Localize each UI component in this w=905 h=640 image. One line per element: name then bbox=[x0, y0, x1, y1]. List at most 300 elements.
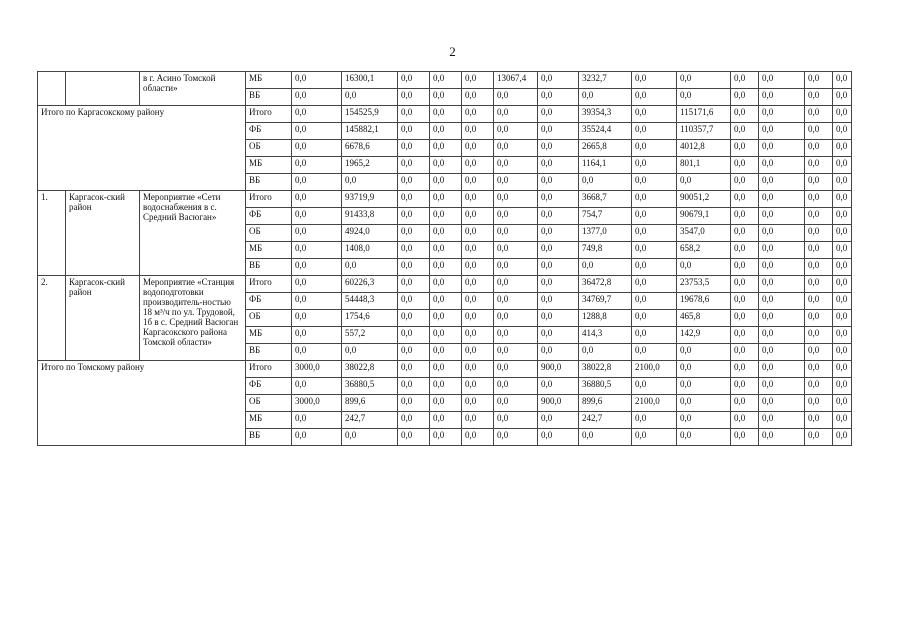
value-cell: 0,0 bbox=[430, 361, 462, 378]
value-cell: 0,0 bbox=[538, 140, 579, 157]
value-cell: 0,0 bbox=[833, 191, 852, 208]
value-cell: 0,0 bbox=[462, 208, 494, 225]
value-cell: 0,0 bbox=[632, 429, 677, 446]
funding-source: ФБ bbox=[246, 378, 292, 395]
funding-source: Итого bbox=[246, 106, 292, 123]
value-cell: 0,0 bbox=[632, 174, 677, 191]
value-cell: 0,0 bbox=[805, 123, 833, 140]
value-cell: 0,0 bbox=[805, 310, 833, 327]
value-cell: 0,0 bbox=[398, 259, 430, 276]
value-cell: 0,0 bbox=[462, 72, 494, 89]
measure-cell: Мероприятие «Станция водоподготовки производитель-ностью 18 м³/ч по ул. Трудовой, 1б в с. Средний Васюган Каргасокского района Томской области» bbox=[140, 276, 246, 361]
funding-source: Итого bbox=[246, 361, 292, 378]
value-cell: 3547,0 bbox=[677, 225, 731, 242]
value-cell: 0,0 bbox=[632, 106, 677, 123]
value-cell: 0,0 bbox=[494, 395, 538, 412]
value-cell: 0,0 bbox=[538, 89, 579, 106]
value-cell: 0,0 bbox=[430, 242, 462, 259]
value-cell: 0,0 bbox=[430, 208, 462, 225]
value-cell: 0,0 bbox=[731, 378, 759, 395]
value-cell: 0,0 bbox=[538, 123, 579, 140]
value-cell: 0,0 bbox=[632, 327, 677, 344]
value-cell: 0,0 bbox=[430, 395, 462, 412]
value-cell: 0,0 bbox=[579, 429, 632, 446]
value-cell: 90679,1 bbox=[677, 208, 731, 225]
table-row bbox=[38, 72, 852, 89]
value-cell: 38022,8 bbox=[342, 361, 398, 378]
value-cell: 0,0 bbox=[805, 327, 833, 344]
value-cell: 0,0 bbox=[833, 344, 852, 361]
value-cell: 1965,2 bbox=[342, 157, 398, 174]
group-total-label: Итого по Каргасокскому району bbox=[38, 106, 246, 191]
funding-source: ВБ bbox=[246, 174, 292, 191]
value-cell: 0,0 bbox=[292, 225, 342, 242]
value-cell: 0,0 bbox=[398, 225, 430, 242]
value-cell: 0,0 bbox=[805, 72, 833, 89]
value-cell: 0,0 bbox=[494, 208, 538, 225]
page-number: 2 bbox=[449, 44, 456, 59]
table-row bbox=[38, 106, 852, 123]
value-cell: 0,0 bbox=[833, 310, 852, 327]
funding-source: ВБ bbox=[246, 89, 292, 106]
value-cell: 0,0 bbox=[632, 293, 677, 310]
value-cell: 0,0 bbox=[805, 208, 833, 225]
value-cell: 0,0 bbox=[494, 259, 538, 276]
value-cell: 0,0 bbox=[759, 89, 805, 106]
funding-source: МБ bbox=[246, 327, 292, 344]
value-cell: 2100,0 bbox=[632, 395, 677, 412]
value-cell: 0,0 bbox=[430, 123, 462, 140]
measure-cell: Мероприятие «Сети водоснабжения в с. Средний Васюган» bbox=[140, 191, 246, 276]
value-cell: 0,0 bbox=[805, 293, 833, 310]
table-row bbox=[38, 191, 852, 208]
value-cell: 0,0 bbox=[805, 429, 833, 446]
value-cell: 0,0 bbox=[398, 123, 430, 140]
value-cell: 0,0 bbox=[398, 293, 430, 310]
value-cell: 90051,2 bbox=[677, 191, 731, 208]
value-cell: 658,2 bbox=[677, 242, 731, 259]
value-cell: 0,0 bbox=[833, 157, 852, 174]
value-cell: 0,0 bbox=[677, 344, 731, 361]
value-cell: 0,0 bbox=[759, 327, 805, 344]
value-cell: 0,0 bbox=[677, 72, 731, 89]
value-cell: 0,0 bbox=[677, 361, 731, 378]
value-cell: 0,0 bbox=[462, 344, 494, 361]
value-cell: 0,0 bbox=[833, 72, 852, 89]
value-cell: 0,0 bbox=[833, 276, 852, 293]
value-cell: 0,0 bbox=[731, 106, 759, 123]
value-cell: 0,0 bbox=[462, 191, 494, 208]
value-cell: 0,0 bbox=[430, 72, 462, 89]
value-cell: 0,0 bbox=[805, 106, 833, 123]
value-cell: 0,0 bbox=[494, 429, 538, 446]
value-cell: 36472,8 bbox=[579, 276, 632, 293]
value-cell: 0,0 bbox=[462, 259, 494, 276]
value-cell: 0,0 bbox=[759, 106, 805, 123]
value-cell: 0,0 bbox=[462, 242, 494, 259]
value-cell: 0,0 bbox=[494, 361, 538, 378]
item-number bbox=[38, 72, 66, 106]
value-cell: 0,0 bbox=[632, 378, 677, 395]
value-cell: 0,0 bbox=[731, 140, 759, 157]
value-cell: 0,0 bbox=[430, 344, 462, 361]
value-cell: 0,0 bbox=[292, 106, 342, 123]
value-cell: 0,0 bbox=[805, 191, 833, 208]
value-cell: 0,0 bbox=[538, 293, 579, 310]
value-cell: 0,0 bbox=[632, 242, 677, 259]
value-cell: 0,0 bbox=[398, 361, 430, 378]
value-cell: 0,0 bbox=[430, 259, 462, 276]
value-cell: 0,0 bbox=[398, 310, 430, 327]
value-cell: 0,0 bbox=[398, 242, 430, 259]
value-cell: 0,0 bbox=[538, 259, 579, 276]
measure-cell: в г. Асино Томской области» bbox=[140, 72, 246, 106]
value-cell: 0,0 bbox=[731, 89, 759, 106]
value-cell: 0,0 bbox=[731, 395, 759, 412]
value-cell: 0,0 bbox=[398, 191, 430, 208]
value-cell: 0,0 bbox=[494, 327, 538, 344]
value-cell: 0,0 bbox=[462, 361, 494, 378]
value-cell: 0,0 bbox=[632, 276, 677, 293]
value-cell: 0,0 bbox=[632, 191, 677, 208]
value-cell: 0,0 bbox=[632, 259, 677, 276]
value-cell: 13067,4 bbox=[494, 72, 538, 89]
value-cell: 0,0 bbox=[759, 191, 805, 208]
value-cell: 0,0 bbox=[759, 140, 805, 157]
value-cell: 0,0 bbox=[462, 293, 494, 310]
value-cell: 0,0 bbox=[462, 378, 494, 395]
value-cell: 0,0 bbox=[759, 361, 805, 378]
value-cell: 749,8 bbox=[579, 242, 632, 259]
value-cell: 242,7 bbox=[342, 412, 398, 429]
value-cell: 4012,8 bbox=[677, 140, 731, 157]
value-cell: 36880,5 bbox=[579, 378, 632, 395]
value-cell: 3000,0 bbox=[292, 361, 342, 378]
value-cell: 34769,7 bbox=[579, 293, 632, 310]
value-cell: 0,0 bbox=[538, 157, 579, 174]
value-cell: 242,7 bbox=[579, 412, 632, 429]
value-cell: 0,0 bbox=[833, 174, 852, 191]
value-cell: 0,0 bbox=[462, 395, 494, 412]
value-cell: 0,0 bbox=[342, 429, 398, 446]
value-cell: 1164,1 bbox=[579, 157, 632, 174]
value-cell: 0,0 bbox=[292, 327, 342, 344]
value-cell: 0,0 bbox=[538, 378, 579, 395]
value-cell: 93719,9 bbox=[342, 191, 398, 208]
value-cell: 0,0 bbox=[759, 123, 805, 140]
value-cell: 0,0 bbox=[731, 327, 759, 344]
value-cell: 0,0 bbox=[731, 276, 759, 293]
value-cell: 0,0 bbox=[731, 429, 759, 446]
value-cell: 899,6 bbox=[342, 395, 398, 412]
value-cell: 0,0 bbox=[538, 174, 579, 191]
value-cell: 0,0 bbox=[494, 344, 538, 361]
value-cell: 0,0 bbox=[632, 157, 677, 174]
value-cell: 0,0 bbox=[462, 140, 494, 157]
group-total-label: Итого по Томскому району bbox=[38, 361, 246, 446]
value-cell: 0,0 bbox=[833, 361, 852, 378]
value-cell: 4924,0 bbox=[342, 225, 398, 242]
value-cell: 35524,4 bbox=[579, 123, 632, 140]
value-cell: 0,0 bbox=[805, 89, 833, 106]
value-cell: 0,0 bbox=[342, 174, 398, 191]
value-cell: 0,0 bbox=[430, 157, 462, 174]
value-cell: 0,0 bbox=[342, 259, 398, 276]
value-cell: 0,0 bbox=[759, 72, 805, 89]
value-cell: 54448,3 bbox=[342, 293, 398, 310]
value-cell: 0,0 bbox=[759, 429, 805, 446]
value-cell: 801,1 bbox=[677, 157, 731, 174]
value-cell: 0,0 bbox=[398, 106, 430, 123]
value-cell: 0,0 bbox=[805, 344, 833, 361]
value-cell: 0,0 bbox=[579, 259, 632, 276]
value-cell: 0,0 bbox=[833, 327, 852, 344]
funding-source: ОБ bbox=[246, 310, 292, 327]
value-cell: 0,0 bbox=[494, 89, 538, 106]
value-cell: 0,0 bbox=[462, 327, 494, 344]
value-cell: 0,0 bbox=[292, 157, 342, 174]
value-cell: 0,0 bbox=[538, 106, 579, 123]
value-cell: 0,0 bbox=[538, 225, 579, 242]
value-cell: 0,0 bbox=[462, 225, 494, 242]
value-cell: 0,0 bbox=[462, 276, 494, 293]
value-cell: 0,0 bbox=[292, 412, 342, 429]
value-cell: 2665,8 bbox=[579, 140, 632, 157]
value-cell: 0,0 bbox=[759, 208, 805, 225]
funding-table bbox=[37, 71, 852, 446]
value-cell: 0,0 bbox=[759, 310, 805, 327]
value-cell: 0,0 bbox=[731, 72, 759, 89]
value-cell: 0,0 bbox=[342, 344, 398, 361]
funding-source: Итого bbox=[246, 191, 292, 208]
value-cell: 0,0 bbox=[292, 310, 342, 327]
value-cell: 0,0 bbox=[462, 106, 494, 123]
value-cell: 0,0 bbox=[805, 395, 833, 412]
value-cell: 0,0 bbox=[833, 123, 852, 140]
item-number: 1. bbox=[38, 191, 66, 276]
value-cell: 0,0 bbox=[833, 225, 852, 242]
value-cell: 0,0 bbox=[805, 242, 833, 259]
value-cell: 0,0 bbox=[731, 225, 759, 242]
value-cell: 0,0 bbox=[833, 106, 852, 123]
table-row bbox=[38, 361, 852, 378]
value-cell: 0,0 bbox=[538, 429, 579, 446]
funding-source: ВБ bbox=[246, 259, 292, 276]
value-cell: 0,0 bbox=[430, 378, 462, 395]
value-cell: 900,0 bbox=[538, 361, 579, 378]
funding-source: ОБ bbox=[246, 225, 292, 242]
value-cell: 0,0 bbox=[632, 72, 677, 89]
funding-source: ФБ bbox=[246, 208, 292, 225]
value-cell: 0,0 bbox=[292, 191, 342, 208]
value-cell: 414,3 bbox=[579, 327, 632, 344]
value-cell: 0,0 bbox=[292, 208, 342, 225]
value-cell: 0,0 bbox=[538, 412, 579, 429]
value-cell: 0,0 bbox=[833, 89, 852, 106]
value-cell: 0,0 bbox=[538, 191, 579, 208]
value-cell: 0,0 bbox=[538, 208, 579, 225]
value-cell: 0,0 bbox=[494, 293, 538, 310]
value-cell: 0,0 bbox=[805, 225, 833, 242]
value-cell: 0,0 bbox=[677, 259, 731, 276]
value-cell: 145882,1 bbox=[342, 123, 398, 140]
value-cell: 0,0 bbox=[292, 242, 342, 259]
value-cell: 0,0 bbox=[398, 395, 430, 412]
value-cell: 0,0 bbox=[759, 293, 805, 310]
value-cell: 0,0 bbox=[759, 378, 805, 395]
value-cell: 0,0 bbox=[805, 276, 833, 293]
value-cell: 154525,9 bbox=[342, 106, 398, 123]
value-cell: 60226,3 bbox=[342, 276, 398, 293]
value-cell: 36880,5 bbox=[342, 378, 398, 395]
value-cell: 16300,1 bbox=[342, 72, 398, 89]
value-cell: 0,0 bbox=[398, 174, 430, 191]
value-cell: 0,0 bbox=[805, 140, 833, 157]
value-cell: 0,0 bbox=[494, 140, 538, 157]
value-cell: 0,0 bbox=[494, 157, 538, 174]
value-cell: 0,0 bbox=[759, 174, 805, 191]
value-cell: 0,0 bbox=[292, 378, 342, 395]
value-cell: 0,0 bbox=[430, 191, 462, 208]
value-cell: 0,0 bbox=[398, 157, 430, 174]
value-cell: 0,0 bbox=[731, 361, 759, 378]
value-cell: 0,0 bbox=[292, 429, 342, 446]
district-cell: Каргасок-ский район bbox=[66, 276, 140, 361]
value-cell: 1754,6 bbox=[342, 310, 398, 327]
value-cell: 0,0 bbox=[677, 378, 731, 395]
value-cell: 0,0 bbox=[494, 174, 538, 191]
value-cell: 0,0 bbox=[759, 225, 805, 242]
value-cell: 0,0 bbox=[538, 327, 579, 344]
value-cell: 0,0 bbox=[632, 89, 677, 106]
value-cell: 0,0 bbox=[759, 276, 805, 293]
value-cell: 0,0 bbox=[398, 72, 430, 89]
value-cell: 0,0 bbox=[731, 310, 759, 327]
value-cell: 0,0 bbox=[430, 293, 462, 310]
value-cell: 0,0 bbox=[632, 225, 677, 242]
value-cell: 0,0 bbox=[805, 174, 833, 191]
value-cell: 0,0 bbox=[538, 344, 579, 361]
value-cell: 0,0 bbox=[462, 429, 494, 446]
value-cell: 0,0 bbox=[759, 242, 805, 259]
value-cell: 0,0 bbox=[759, 344, 805, 361]
value-cell: 0,0 bbox=[677, 395, 731, 412]
table-row bbox=[38, 276, 852, 293]
value-cell: 0,0 bbox=[430, 412, 462, 429]
value-cell: 0,0 bbox=[494, 276, 538, 293]
value-cell: 0,0 bbox=[494, 123, 538, 140]
value-cell: 0,0 bbox=[833, 412, 852, 429]
value-cell: 23753,5 bbox=[677, 276, 731, 293]
value-cell: 0,0 bbox=[731, 157, 759, 174]
funding-source: ОБ bbox=[246, 140, 292, 157]
value-cell: 142,9 bbox=[677, 327, 731, 344]
value-cell: 0,0 bbox=[342, 89, 398, 106]
value-cell: 0,0 bbox=[731, 174, 759, 191]
value-cell: 0,0 bbox=[292, 276, 342, 293]
value-cell: 3668,7 bbox=[579, 191, 632, 208]
value-cell: 0,0 bbox=[494, 242, 538, 259]
value-cell: 0,0 bbox=[731, 412, 759, 429]
value-cell: 465,8 bbox=[677, 310, 731, 327]
value-cell: 0,0 bbox=[731, 208, 759, 225]
value-cell: 3000,0 bbox=[292, 395, 342, 412]
value-cell: 0,0 bbox=[430, 174, 462, 191]
value-cell: 0,0 bbox=[632, 412, 677, 429]
value-cell: 0,0 bbox=[398, 344, 430, 361]
value-cell: 0,0 bbox=[579, 344, 632, 361]
value-cell: 0,0 bbox=[494, 106, 538, 123]
value-cell: 0,0 bbox=[805, 157, 833, 174]
funding-source: ВБ bbox=[246, 429, 292, 446]
value-cell: 0,0 bbox=[430, 89, 462, 106]
value-cell: 0,0 bbox=[632, 344, 677, 361]
value-cell: 0,0 bbox=[805, 412, 833, 429]
value-cell: 0,0 bbox=[632, 123, 677, 140]
value-cell: 0,0 bbox=[430, 140, 462, 157]
value-cell: 0,0 bbox=[731, 259, 759, 276]
value-cell: 0,0 bbox=[398, 89, 430, 106]
value-cell: 0,0 bbox=[430, 429, 462, 446]
value-cell: 0,0 bbox=[759, 259, 805, 276]
value-cell: 0,0 bbox=[430, 276, 462, 293]
value-cell: 19678,6 bbox=[677, 293, 731, 310]
funding-source: Итого bbox=[246, 276, 292, 293]
value-cell: 0,0 bbox=[398, 276, 430, 293]
value-cell: 0,0 bbox=[462, 157, 494, 174]
value-cell: 6678,6 bbox=[342, 140, 398, 157]
value-cell: 0,0 bbox=[833, 395, 852, 412]
value-cell: 0,0 bbox=[579, 174, 632, 191]
value-cell: 1377,0 bbox=[579, 225, 632, 242]
value-cell: 0,0 bbox=[759, 412, 805, 429]
value-cell: 0,0 bbox=[292, 140, 342, 157]
value-cell: 110357,7 bbox=[677, 123, 731, 140]
funding-source: МБ bbox=[246, 242, 292, 259]
value-cell: 115171,6 bbox=[677, 106, 731, 123]
value-cell: 0,0 bbox=[632, 140, 677, 157]
value-cell: 0,0 bbox=[398, 412, 430, 429]
value-cell: 0,0 bbox=[292, 174, 342, 191]
item-number: 2. bbox=[38, 276, 66, 361]
district-cell: Каргасок-ский район bbox=[66, 191, 140, 276]
value-cell: 0,0 bbox=[494, 378, 538, 395]
value-cell: 0,0 bbox=[677, 174, 731, 191]
value-cell: 0,0 bbox=[833, 242, 852, 259]
value-cell: 0,0 bbox=[292, 293, 342, 310]
value-cell: 899,6 bbox=[579, 395, 632, 412]
value-cell: 0,0 bbox=[805, 361, 833, 378]
value-cell: 91433,8 bbox=[342, 208, 398, 225]
value-cell: 0,0 bbox=[398, 429, 430, 446]
value-cell: 0,0 bbox=[805, 259, 833, 276]
value-cell: 0,0 bbox=[632, 310, 677, 327]
value-cell: 0,0 bbox=[833, 208, 852, 225]
value-cell: 0,0 bbox=[462, 123, 494, 140]
value-cell: 0,0 bbox=[833, 140, 852, 157]
value-cell: 0,0 bbox=[731, 293, 759, 310]
value-cell: 1408,0 bbox=[342, 242, 398, 259]
value-cell: 0,0 bbox=[398, 327, 430, 344]
value-cell: 0,0 bbox=[731, 123, 759, 140]
value-cell: 0,0 bbox=[292, 72, 342, 89]
value-cell: 2100,0 bbox=[632, 361, 677, 378]
value-cell: 0,0 bbox=[462, 89, 494, 106]
value-cell: 0,0 bbox=[462, 174, 494, 191]
value-cell: 754,7 bbox=[579, 208, 632, 225]
value-cell: 0,0 bbox=[430, 106, 462, 123]
value-cell: 0,0 bbox=[494, 225, 538, 242]
